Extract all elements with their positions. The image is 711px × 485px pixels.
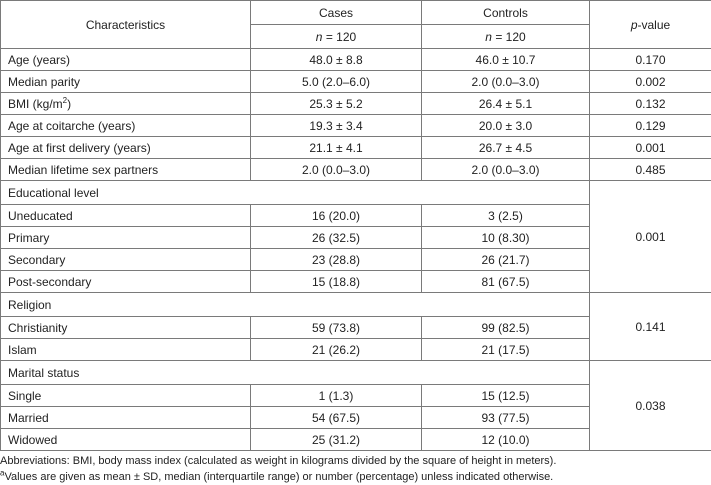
section-title: Marital status	[1, 361, 590, 385]
p-value: 0.002	[590, 71, 711, 93]
row-label: Median lifetime sex partners	[1, 159, 251, 181]
header-cases: Cases	[251, 1, 422, 25]
cases-value: 5.0 (2.0–6.0)	[251, 71, 422, 93]
cases-n-value: = 120	[326, 30, 356, 44]
header-controls-n	[422, 25, 590, 49]
controls-value: 12 (10.0)	[422, 429, 590, 451]
header-controls: Controls	[422, 1, 590, 25]
table-row	[1, 137, 711, 159]
pvalue-italic: p	[631, 18, 638, 32]
row-label: Married	[1, 407, 251, 429]
controls-value: 3 (2.5)	[422, 205, 590, 227]
bmi-label-end: )	[67, 97, 71, 111]
row-label: Secondary	[1, 249, 251, 271]
bmi-label-sup: 2	[63, 96, 67, 105]
cases-value: 25.3 ± 5.2	[251, 93, 422, 115]
header-pvalue	[590, 1, 711, 49]
cases-value: 26 (32.5)	[251, 227, 422, 249]
table-row	[1, 159, 711, 181]
row-label-bmi	[1, 93, 251, 115]
table-row	[1, 71, 711, 93]
controls-value: 15 (12.5)	[422, 385, 590, 407]
p-value: 0.170	[590, 49, 711, 71]
controls-n-value: = 120	[495, 30, 525, 44]
cases-value: 2.0 (0.0–3.0)	[251, 159, 422, 181]
row-label: Age (years)	[1, 49, 251, 71]
table-row	[1, 115, 711, 137]
bmi-label-main: BMI (kg/m	[8, 97, 63, 111]
table-header-row	[1, 1, 711, 25]
cases-value: 15 (18.8)	[251, 271, 422, 293]
section-row-religion	[1, 293, 711, 317]
abbreviations-note: Abbreviations: BMI, body mass index (calculated as weight in kilograms divided by the square of height in meters).	[0, 453, 711, 469]
header-cases-n	[251, 25, 422, 49]
p-value: 0.485	[590, 159, 711, 181]
education-p-value: 0.001	[590, 181, 711, 293]
controls-value: 20.0 ± 3.0	[422, 115, 590, 137]
cases-value: 54 (67.5)	[251, 407, 422, 429]
row-label: Median parity	[1, 71, 251, 93]
controls-value: 26.7 ± 4.5	[422, 137, 590, 159]
table-row	[1, 93, 711, 115]
row-label: Age at coitarche (years)	[1, 115, 251, 137]
cases-value: 59 (73.8)	[251, 317, 422, 339]
row-label: Islam	[1, 339, 251, 361]
cases-value: 19.3 ± 3.4	[251, 115, 422, 137]
cases-value: 21 (26.2)	[251, 339, 422, 361]
controls-value: 2.0 (0.0–3.0)	[422, 71, 590, 93]
values-note-sup: a	[0, 468, 4, 477]
cases-value: 16 (20.0)	[251, 205, 422, 227]
row-label: Age at first delivery (years)	[1, 137, 251, 159]
row-label: Uneducated	[1, 205, 251, 227]
controls-value: 21 (17.5)	[422, 339, 590, 361]
table-footnotes	[0, 451, 711, 485]
cases-value: 23 (28.8)	[251, 249, 422, 271]
values-note	[0, 469, 711, 485]
header-characteristics: Characteristics	[1, 1, 251, 49]
table-row	[1, 49, 711, 71]
p-value: 0.129	[590, 115, 711, 137]
controls-value: 81 (67.5)	[422, 271, 590, 293]
row-label: Widowed	[1, 429, 251, 451]
row-label: Post-secondary	[1, 271, 251, 293]
section-row-marital	[1, 361, 711, 385]
controls-value: 2.0 (0.0–3.0)	[422, 159, 590, 181]
controls-value: 26 (21.7)	[422, 249, 590, 271]
values-note-text: Values are given as mean ± SD, median (interquartile range) or number (percentage) unless indicated otherwise.	[4, 471, 553, 483]
section-row-education	[1, 181, 711, 205]
cases-value: 21.1 ± 4.1	[251, 137, 422, 159]
controls-value: 46.0 ± 10.7	[422, 49, 590, 71]
controls-value: 99 (82.5)	[422, 317, 590, 339]
section-title: Religion	[1, 293, 590, 317]
marital-p-value: 0.038	[590, 361, 711, 451]
controls-n-label: n	[485, 30, 492, 44]
section-title: Educational level	[1, 181, 590, 205]
controls-value: 93 (77.5)	[422, 407, 590, 429]
controls-value: 10 (8.30)	[422, 227, 590, 249]
row-label: Christianity	[1, 317, 251, 339]
controls-value: 26.4 ± 5.1	[422, 93, 590, 115]
cases-value: 48.0 ± 8.8	[251, 49, 422, 71]
p-value: 0.001	[590, 137, 711, 159]
cases-value: 1 (1.3)	[251, 385, 422, 407]
row-label: Primary	[1, 227, 251, 249]
p-value: 0.132	[590, 93, 711, 115]
cases-value: 25 (31.2)	[251, 429, 422, 451]
religion-p-value: 0.141	[590, 293, 711, 361]
row-label: Single	[1, 385, 251, 407]
pvalue-rest: -value	[638, 18, 671, 32]
cases-n-label: n	[316, 30, 323, 44]
